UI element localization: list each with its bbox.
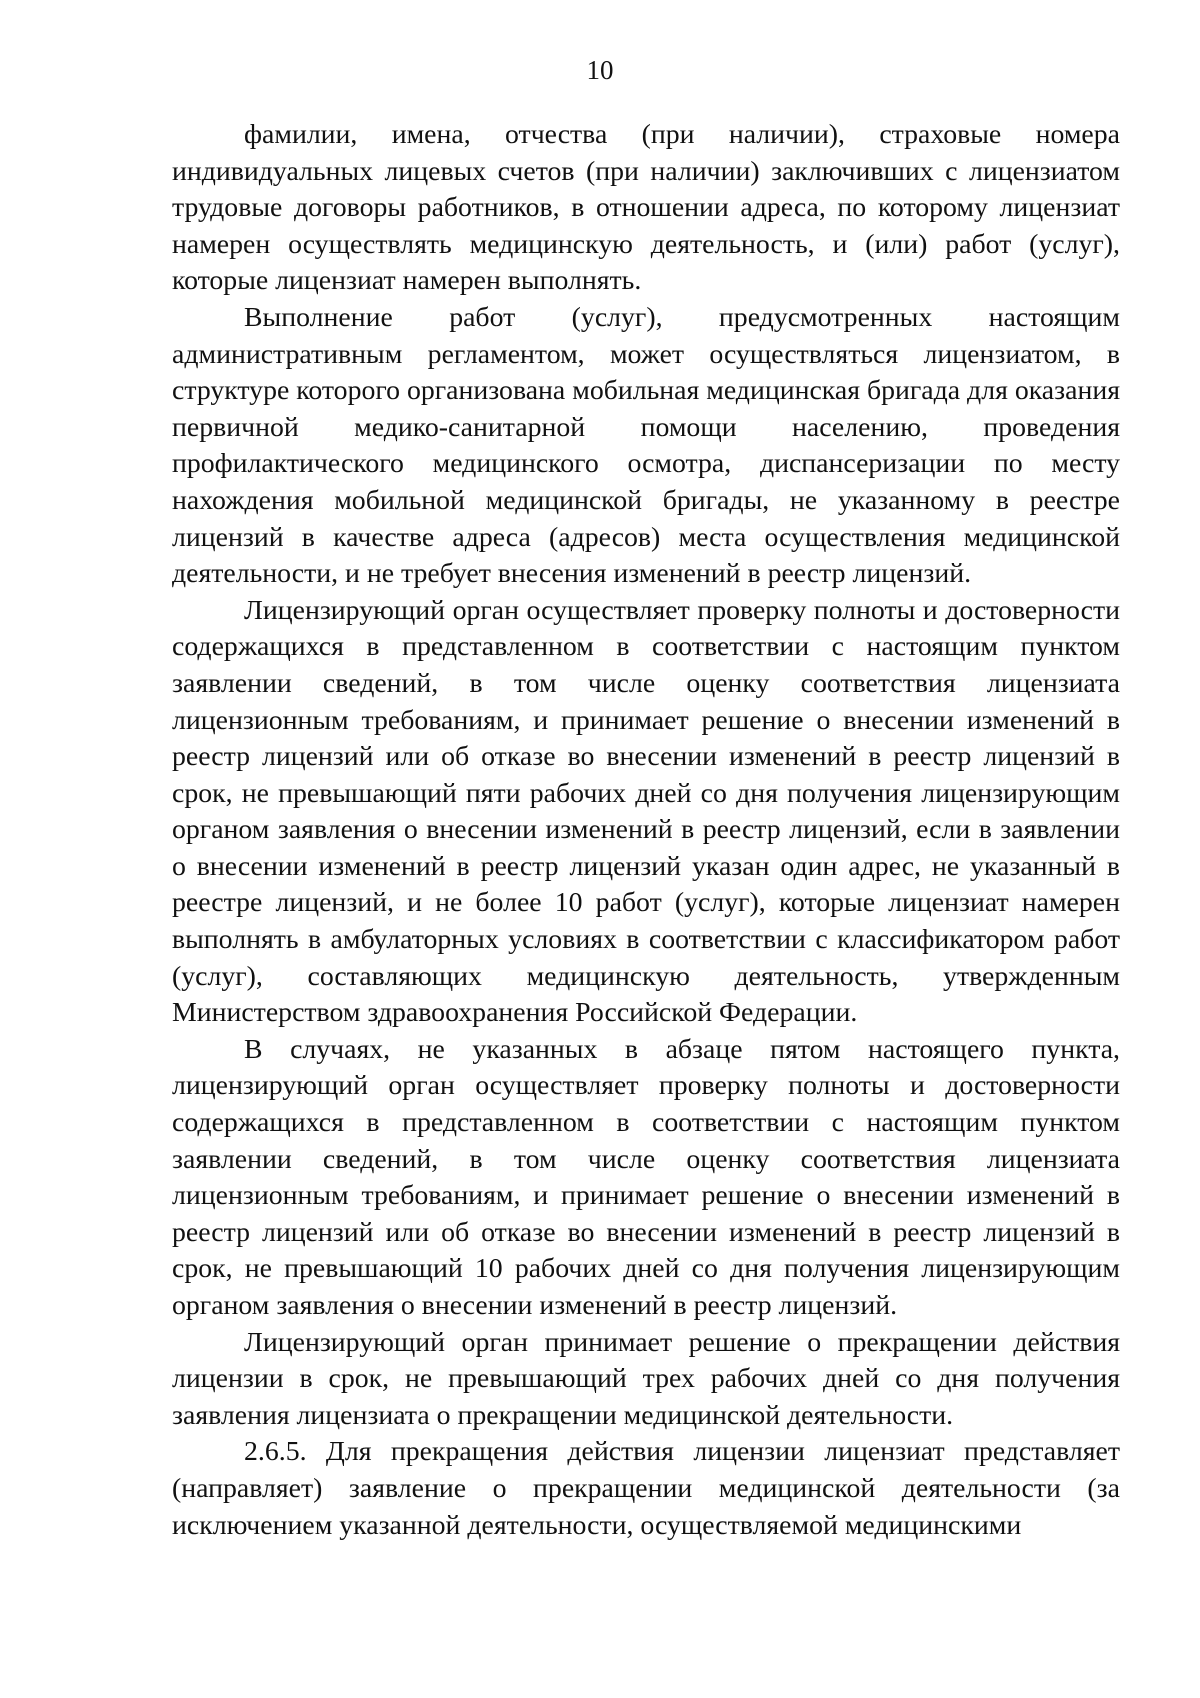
document-body [172, 117, 1120, 1544]
paragraph-mobile-brigade: Выполнение работ (услуг), предусмотренных настоящим административным регламентом, может осуществляться лицензиатом, в структуре которого организована мобильная медицинская бригада для оказания первичной медико-санитарной помощи населению, проведения профилактического медицинского осмотра, диспансеризации по месту нахождения мобильной медицинской бригады, не указанному в реестре лицензий в качестве адреса (адресов) места осуществления медицинской деятельности, и не требует внесения изменений в реестр лицензий. [172, 301, 1120, 590]
paragraph-continuation: фамилии, имена, отчества (при наличии), страховые номера индивидуальных лицевых счетов (при наличии) заключивших с лицензиатом трудовые договоры работников, в отношении адреса, по которому лицензиат намерен осуществлять медицинскую деятельность, и (или) работ (услуг), которые лицензиат намерен выполнять. [172, 119, 1120, 297]
paragraph-verification-five-days: Лицензирующий орган осуществляет проверку полноты и достоверности содержащихся в представленном в соответствии с настоящим пунктом заявлении сведений, в том числе оценку соответствия лицензиата лицензионным требованиям, и принимает решение о внесении изменений в реестр лицензий или об отказе во внесении изменений в реестр лицензий в срок, не превышающий пяти рабочих дней со дня получения лицензирующим органом заявления о внесении изменений в реестр лицензий, если в заявлении о внесении изменений в реестр лицензий указан один адрес, не указанный в реестре лицензий, и не более 10 работ (услуг), которые лицензиат намерен выполнять в амбулаторных условиях в соответствии с классификатором работ (услуг), составляющих медицинскую деятельность, утвержденным Министерством здравоохранения Российской Федерации. [172, 594, 1120, 1029]
paragraph-termination-decision: Лицензирующий орган принимает решение о прекращении действия лицензии в срок, не превышающий трех рабочих дней со дня получения заявления лицензиата о прекращении медицинской деятельности. [172, 1326, 1120, 1431]
paragraph-section-2-6-5: 2.6.5. Для прекращения действия лицензии лицензиат представляет (направляет) заявление о прекращении медицинской деятельности (за исключением указанной деятельности, осуществляемой медицинскими [172, 1436, 1120, 1541]
page-number: 10 [586, 55, 614, 85]
paragraph-verification-ten-days: В случаях, не указанных в абзаце пятом настоящего пункта, лицензирующий орган осуществляет проверку полноты и достоверности содержащихся в представленном в соответствии с настоящим пунктом заявлении сведений, в том числе оценку соответствия лицензиата лицензионным требованиям, и принимает решение о внесении изменений в реестр лицензий или об отказе во внесении изменений в реестр лицензий в срок, не превышающий 10 рабочих дней со дня получения лицензирующим органом заявления о внесении изменений в реестр лицензий. [172, 1033, 1120, 1321]
